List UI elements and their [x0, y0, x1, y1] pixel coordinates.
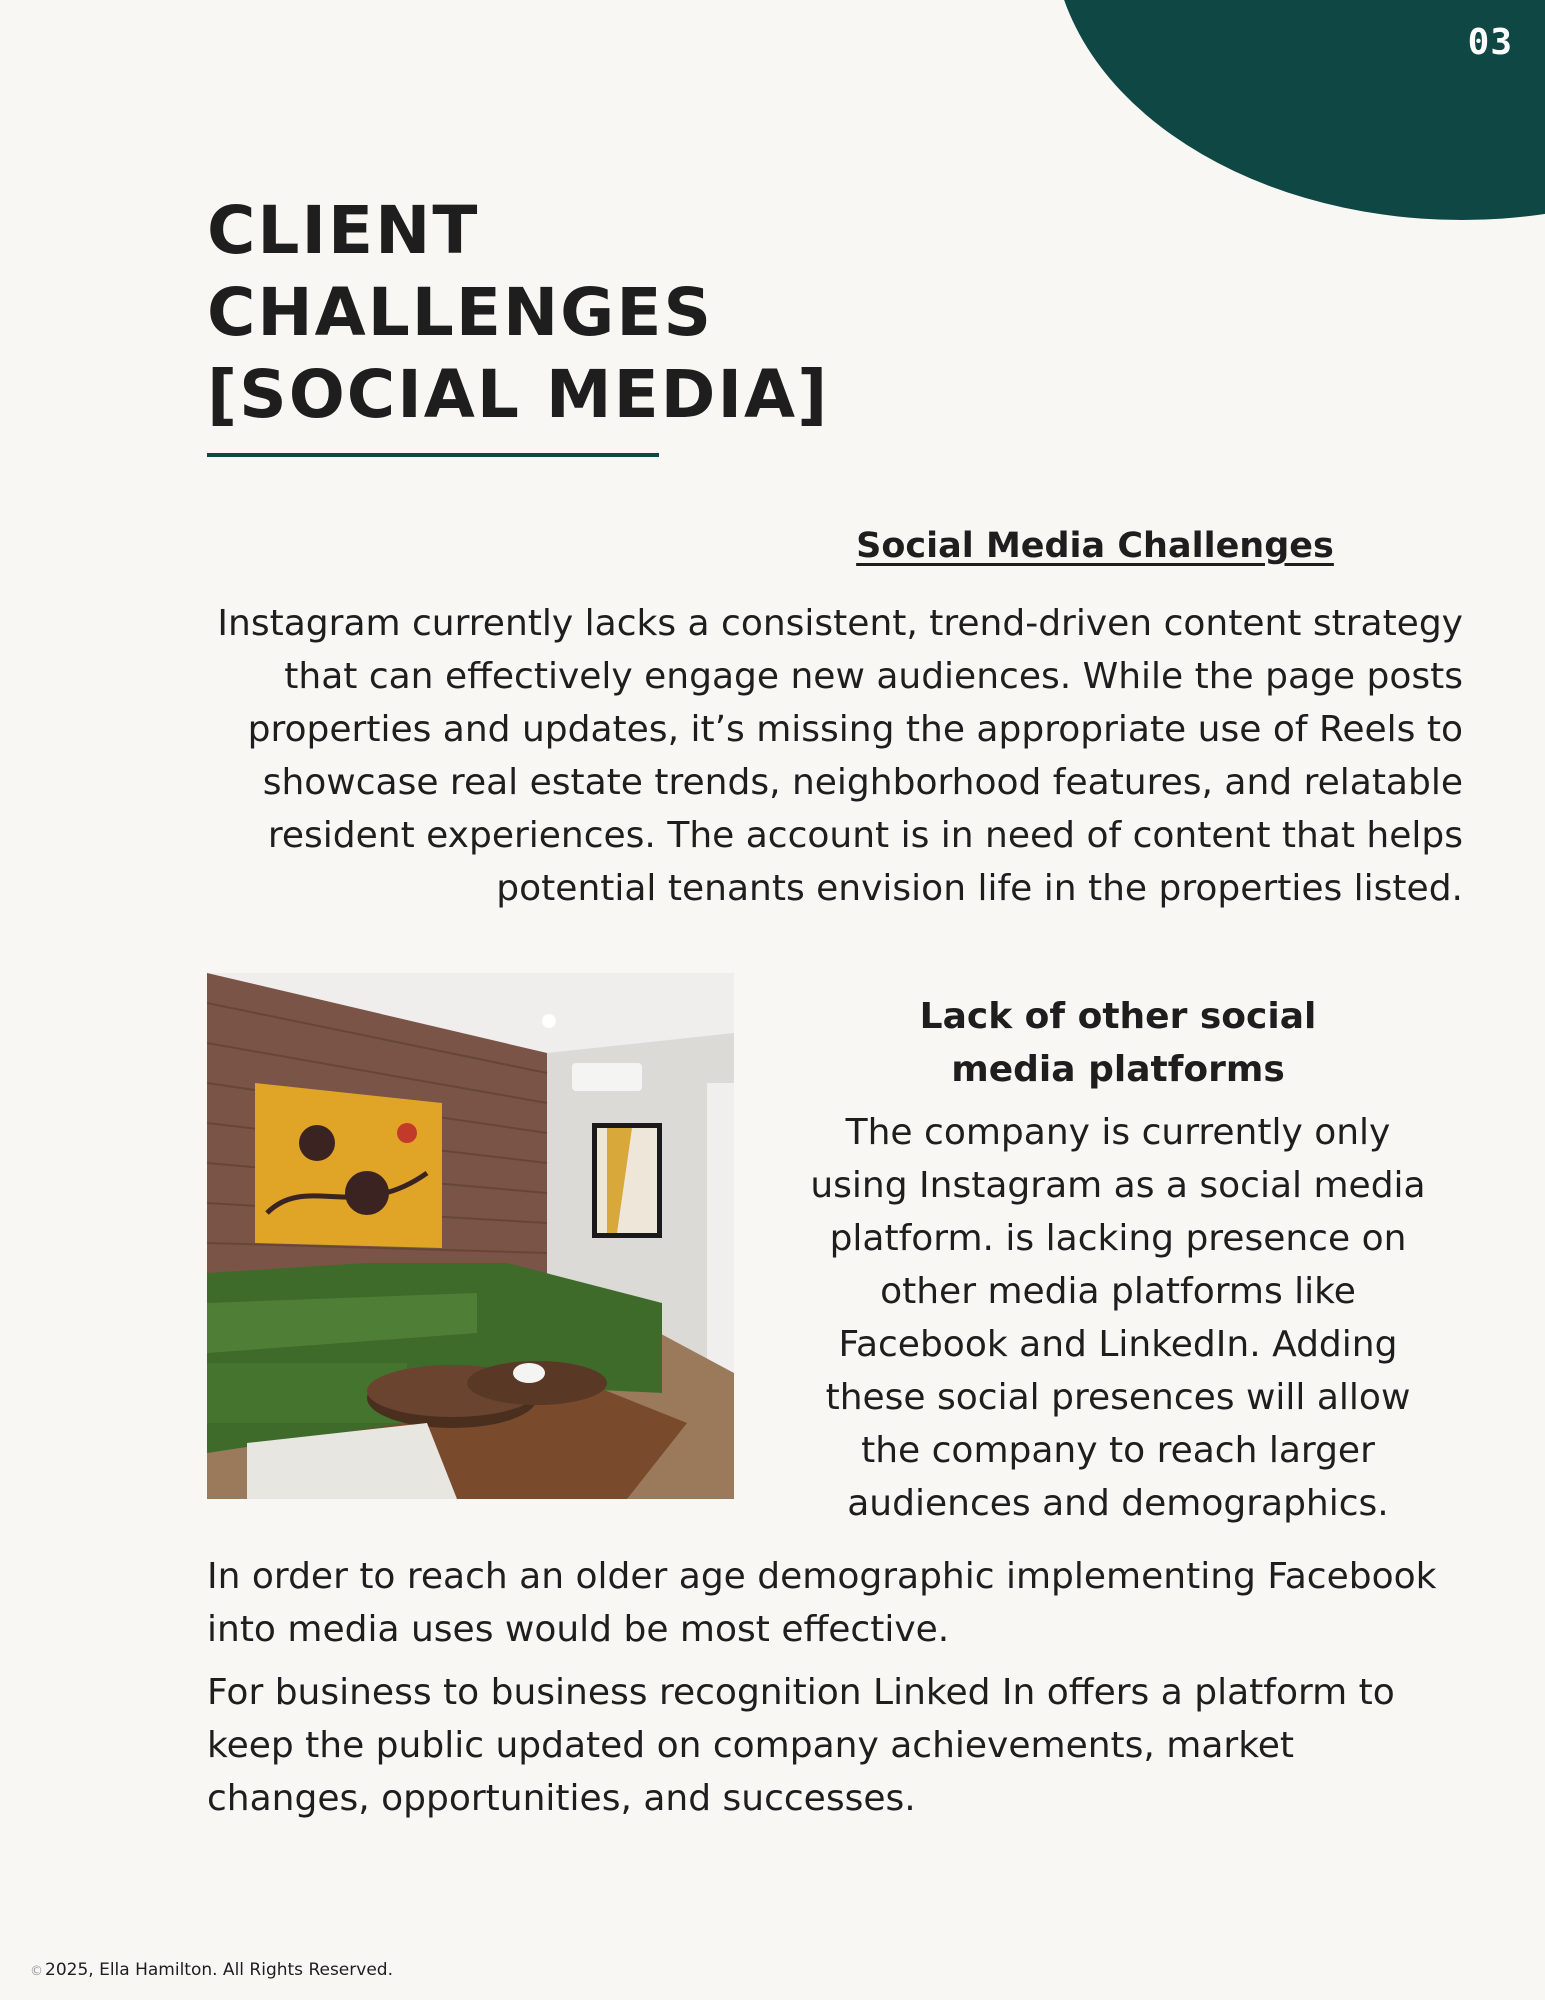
title-underline: [207, 453, 659, 457]
section-body-lack-of-platforms: The company is currently only using Instagram as a social media platform. is lacking presence on other media platforms like Facebook and LinkedIn. Adding these social presences will allow the company to reach larger audiences and demographics.: [810, 1112, 1426, 1524]
page-title-line-3: [SOCIAL MEDIA]: [207, 356, 830, 433]
page-title-line-1: CLIENT: [207, 192, 480, 269]
page-title: [207, 190, 829, 436]
section-heading-lack-of-platforms: Lack of other social media platforms: [919, 996, 1317, 1090]
section-body-social-media-challenges: Instagram currently lacks a consistent, trend-driven content strategy that can effectively engage new audiences. While the page posts properties and updates, it’s missing the appropriate use of Reels to showcase real estate trends, neighborhood features, and relatable resident experiences. The account is in need of content that helps potential tenants envision life in the properties listed.: [217, 603, 1463, 909]
footer-copyright: [30, 1960, 393, 1980]
copyright-icon: ©: [30, 1964, 43, 1979]
page-number: 03: [1467, 22, 1513, 63]
paragraph-linkedin: For business to business recognition Linked In offers a platform to keep the public updated on company achievements, market changes, opportunities, and successes.: [207, 1672, 1395, 1819]
living-room-photo: [207, 973, 734, 1499]
section-lack-of-platforms: [772, 990, 1464, 1530]
section-heading-social-media-challenges: Social Media Challenges: [856, 526, 1334, 566]
page-title-line-2: CHALLENGES: [207, 274, 713, 351]
footer-text: 2025, Ella Hamilton. All Rights Reserved.: [45, 1960, 393, 1980]
paragraph-facebook: In order to reach an older age demographic implementing Facebook into media uses would be most effective.: [207, 1556, 1437, 1650]
